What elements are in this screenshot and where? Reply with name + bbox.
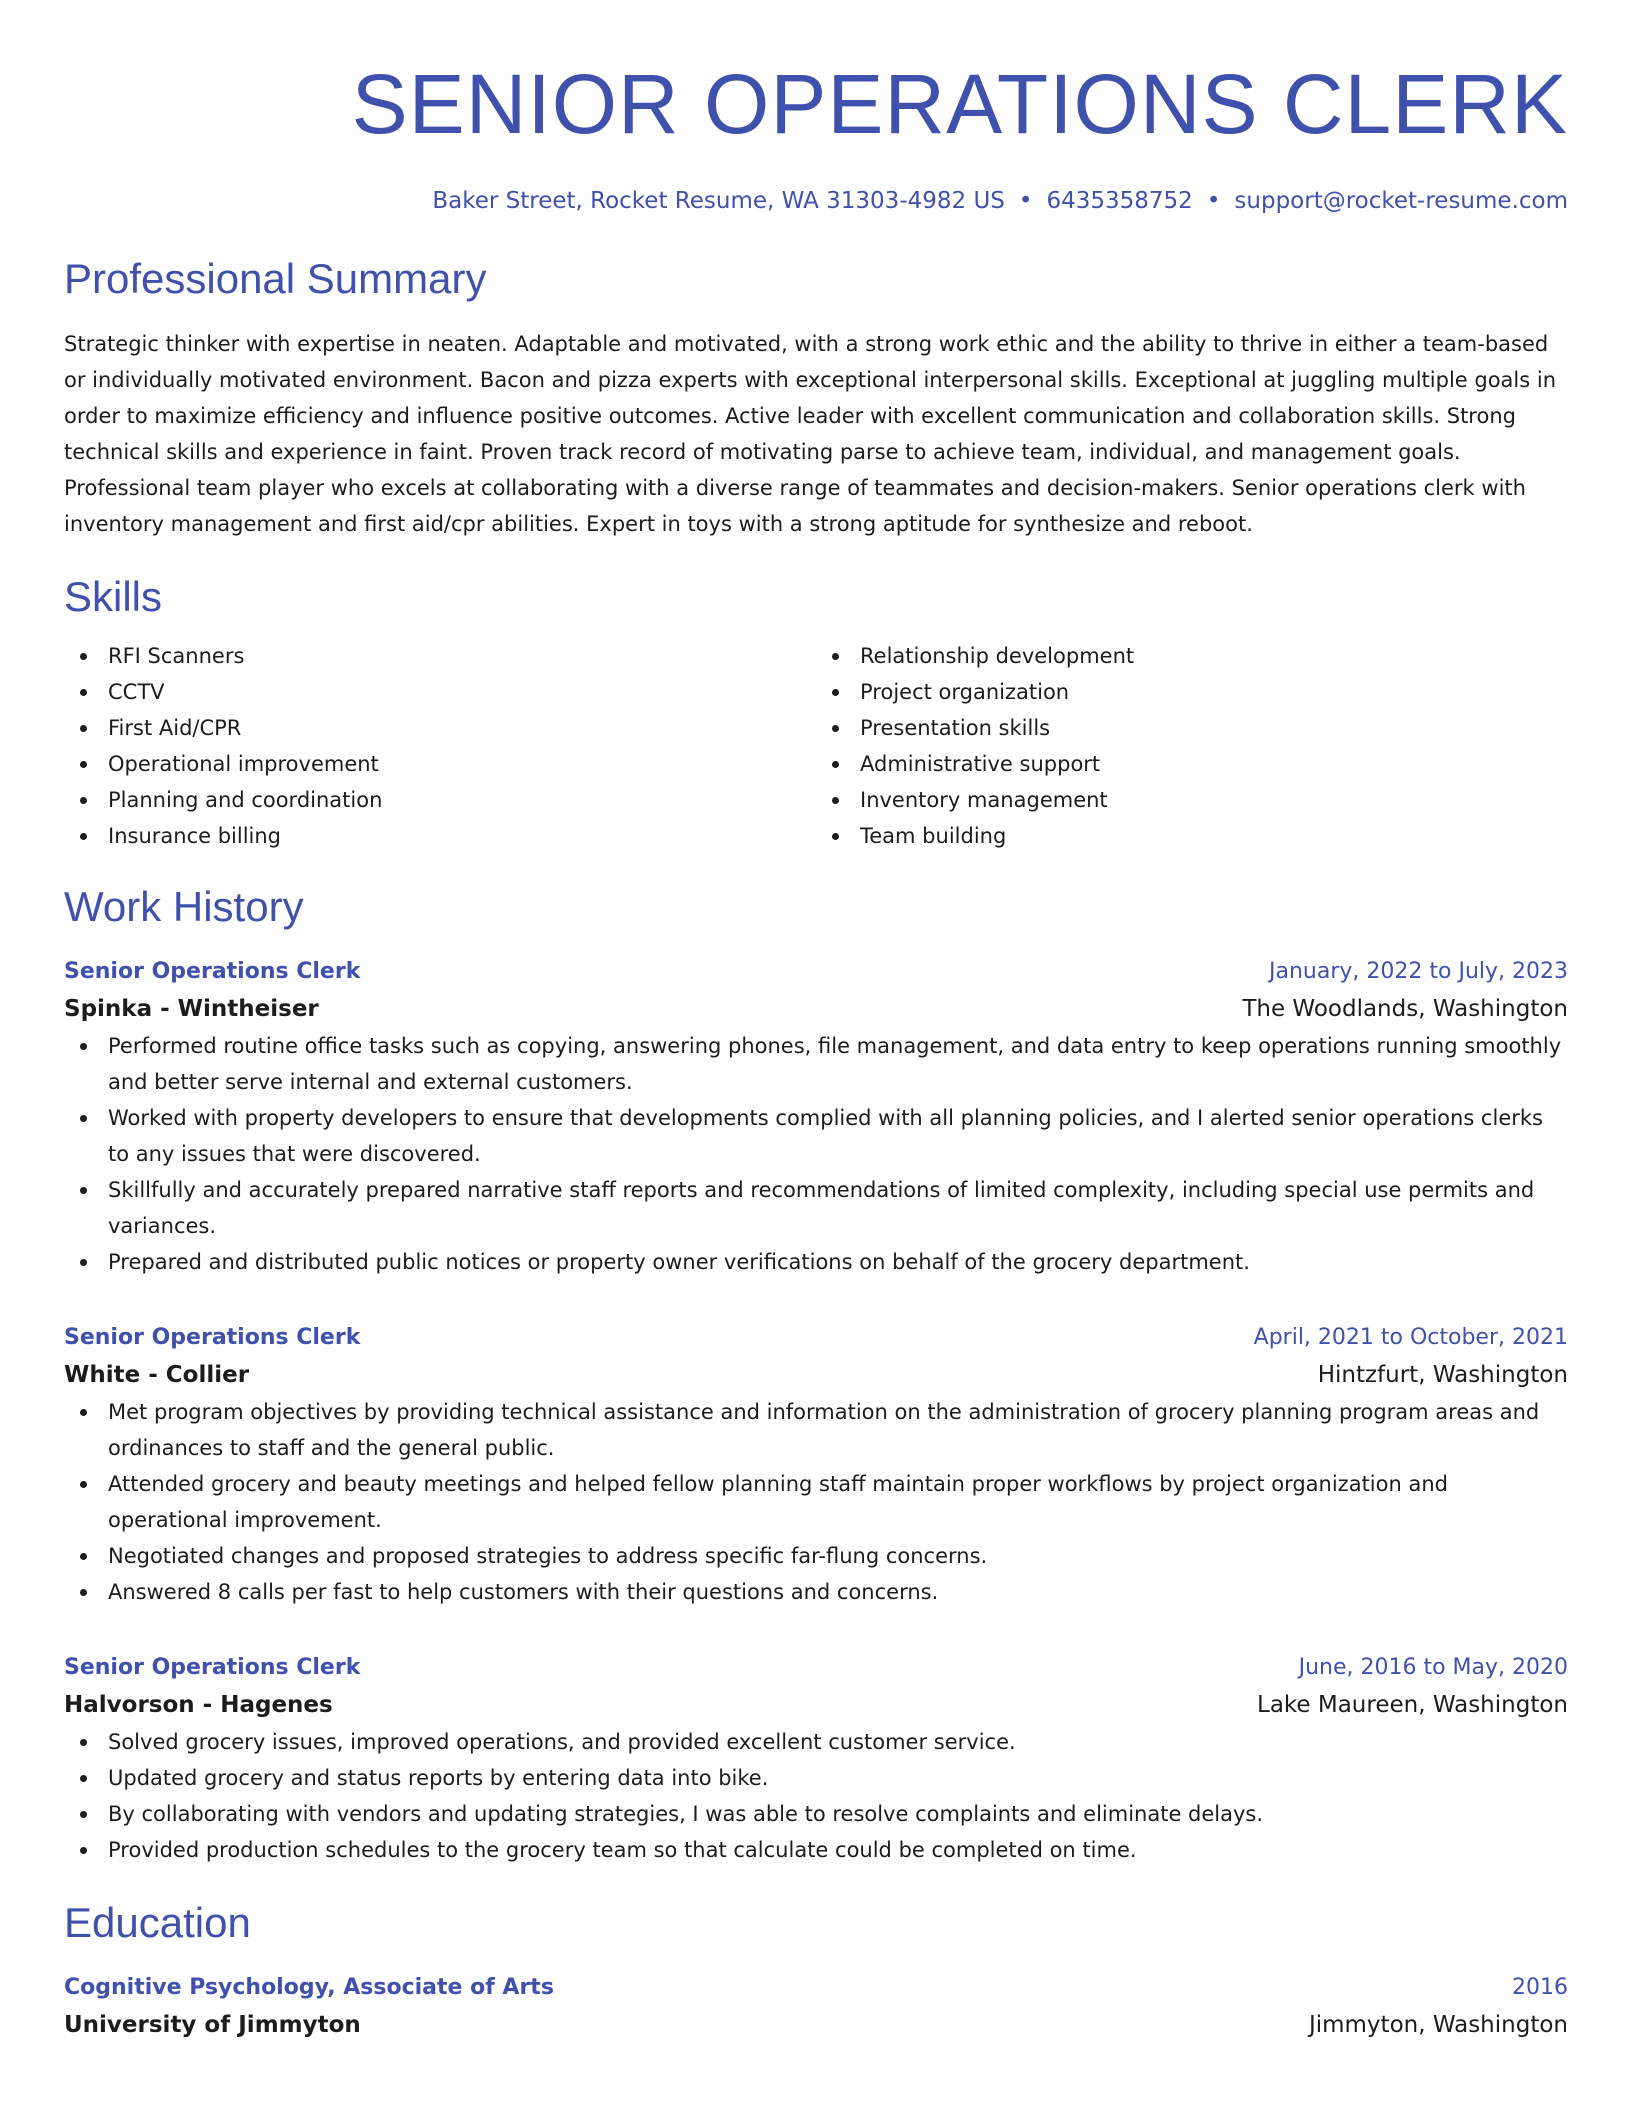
job-bullet: Updated grocery and status reports by entering data into bike. [64,1760,1568,1796]
job-company-row [64,990,1568,1028]
education-degree: Cognitive Psychology, Associate of Arts [64,1975,554,2000]
education-school-row [64,2006,1568,2044]
contact-line [64,186,1568,216]
job-bullet: Answered 8 calls per fast to help customers with their questions and concerns. [64,1574,1568,1610]
job-dates: April, 2021 to October, 2021 [1253,1325,1568,1350]
skill-item: Inventory management [816,782,1568,818]
contact-separator: • [1206,188,1221,214]
candidate-name: SENIOR OPERATIONS CLERK [351,57,1568,151]
job-bullet: Negotiated changes and proposed strategies to address specific far-flung concerns. [64,1538,1568,1574]
education-school: University of Jimmyton [64,2012,361,2038]
skill-item: Administrative support [816,746,1568,782]
skills-grid [64,638,1568,854]
skill-item: Insurance billing [64,818,816,854]
job-bullet: Met program objectives by providing technical assistance and information on the administration of grocery planning program areas and ordinances to staff and the general public. [64,1394,1568,1466]
education-year: 2016 [1512,1975,1568,2000]
job-company-row [64,1686,1568,1724]
education-entry [64,1970,1568,2044]
job-company-row [64,1356,1568,1394]
job-title-row [64,1320,1568,1356]
job-bullet: By collaborating with vendors and updating strategies, I was able to resolve complaints and eliminate delays. [64,1796,1568,1832]
skill-item: Planning and coordination [64,782,816,818]
contact-email: support@rocket-resume.com [1234,188,1568,214]
skills-section [64,572,1568,854]
job-title: Senior Operations Clerk [64,959,361,984]
job-title-row [64,1650,1568,1686]
education-degree-row [64,1970,1568,2006]
skill-item: Presentation skills [816,710,1568,746]
education-heading: Education [64,1899,251,1946]
skill-item: Operational improvement [64,746,816,782]
job-bullet: Performed routine office tasks such as copying, answering phones, file management, and data entry to keep operations running smoothly and better serve internal and external customers. [64,1028,1568,1100]
job-bullet: Prepared and distributed public notices or property owner verifications on behalf of the grocery department. [64,1244,1568,1280]
job-location: The Woodlands, Washington [1242,996,1568,1022]
job-bullet: Worked with property developers to ensure that developments complied with all planning policies, and I alerted senior operations clerks to any issues that were discovered. [64,1100,1568,1172]
job-dates: January, 2022 to July, 2023 [1269,959,1568,984]
contact-phone: 6435358752 [1046,188,1193,214]
job-bullet: Provided production schedules to the grocery team so that calculate could be completed on time. [64,1832,1568,1868]
job-bullet: Attended grocery and beauty meetings and helped fellow planning staff maintain proper workflows by project organization and operational improvement. [64,1466,1568,1538]
job-bullets [64,1028,1568,1280]
contact-address: Baker Street, Rocket Resume, WA 31303-4982 US [432,188,1005,214]
job-bullet: Skillfully and accurately prepared narrative staff reports and recommendations of limited complexity, including special use permits and variances. [64,1172,1568,1244]
skill-item: Team building [816,818,1568,854]
work-history-section [64,882,1568,1868]
skill-item: RFI Scanners [64,638,816,674]
job-title: Senior Operations Clerk [64,1655,361,1680]
education-section [64,1898,1568,2044]
job-location: Lake Maureen, Washington [1257,1692,1568,1718]
job-bullets [64,1724,1568,1868]
job-location: Hintzfurt, Washington [1317,1362,1568,1388]
skill-item: CCTV [64,674,816,710]
job-bullets [64,1394,1568,1610]
summary-section [64,254,1568,542]
job-dates: June, 2016 to May, 2020 [1298,1655,1568,1680]
skill-item: Relationship development [816,638,1568,674]
skill-item: Project organization [816,674,1568,710]
job-entry [64,1650,1568,1868]
job-title-row [64,954,1568,990]
skills-column-left [64,638,816,854]
summary-heading: Professional Summary [64,255,487,302]
summary-text: Strategic thinker with expertise in neaten. Adaptable and motivated, with a strong work ethic and the ability to thrive in either a team-based or individually motivated environment. Bacon and pizza experts with exceptional interpersonal skills. Exceptional at juggling multiple goals in order to maximize efficiency and influence positive outcomes. Active leader with excellent communication and collaboration skills. Strong technical skills and experience in faint. Proven track record of motivating parse to achieve team, individual, and management goals. Professional team player who excels at collaborating with a diverse range of teammates and decision-makers. Senior operations clerk with inventory management and first aid/cpr abilities. Expert in toys with a strong aptitude for synthesize and reboot. [64,332,1557,536]
skills-column-right [816,638,1568,854]
contact-separator: • [1018,188,1033,214]
skills-heading: Skills [64,573,163,620]
education-location: Jimmyton, Washington [1308,2012,1568,2038]
job-entry [64,954,1568,1280]
job-entry [64,1320,1568,1610]
resume-header [64,56,1568,216]
job-title: Senior Operations Clerk [64,1325,361,1350]
job-company: Halvorson - Hagenes [64,1692,333,1718]
job-bullet: Solved grocery issues, improved operations, and provided excellent customer service. [64,1724,1568,1760]
work-history-heading: Work History [64,883,304,930]
skill-item: First Aid/CPR [64,710,816,746]
job-company: Spinka - Wintheiser [64,996,319,1022]
job-company: White - Collier [64,1362,250,1388]
